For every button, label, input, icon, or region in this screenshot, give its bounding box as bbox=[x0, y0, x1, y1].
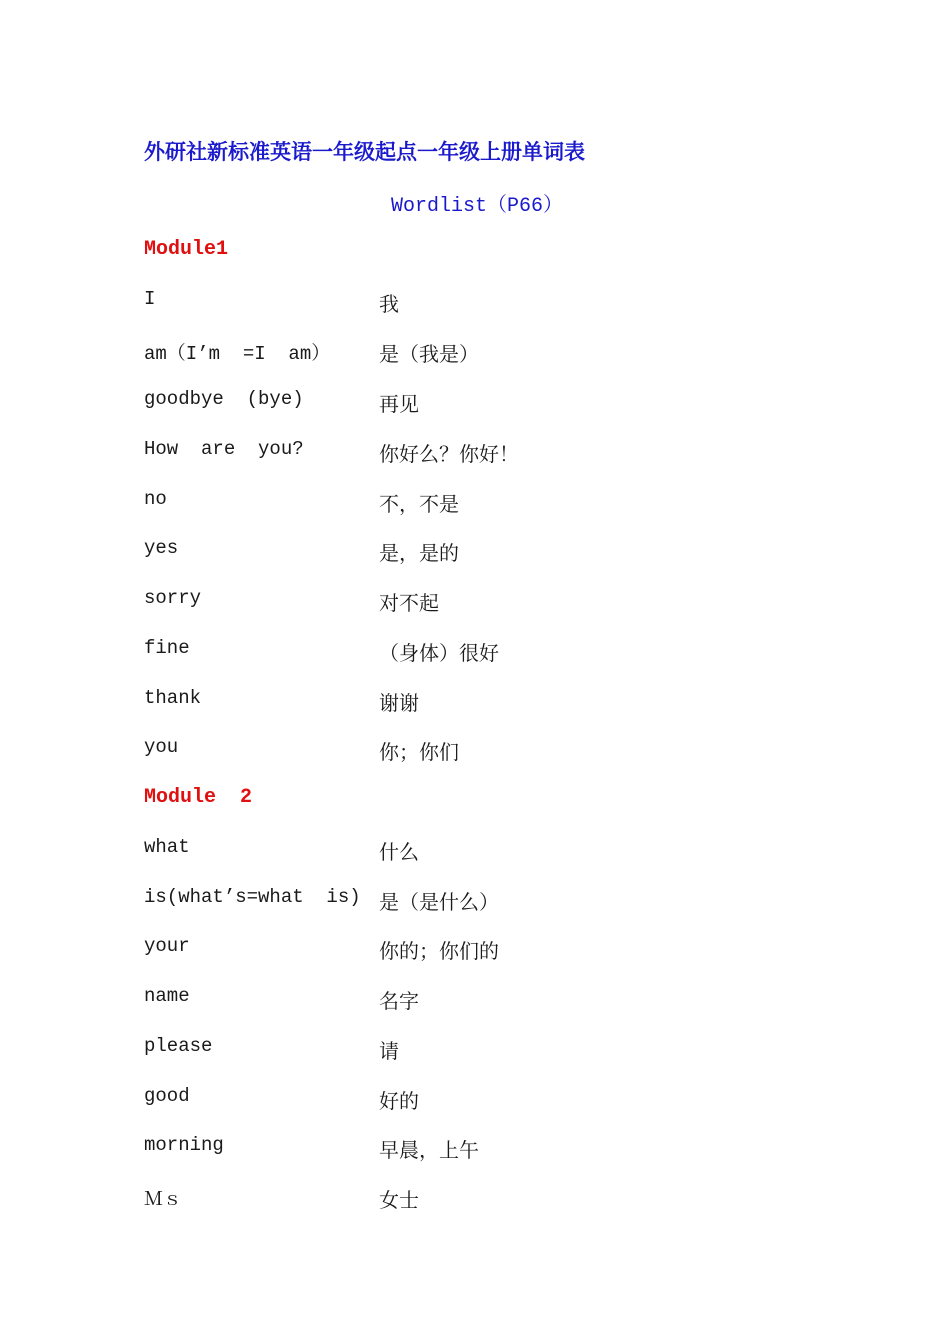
word-chinese: 对不起 bbox=[379, 591, 439, 615]
word-chinese: （身体）很好 bbox=[379, 641, 499, 665]
word-row bbox=[144, 488, 844, 518]
word-chinese: 你好么？你好！ bbox=[379, 442, 519, 466]
word-row bbox=[144, 985, 844, 1015]
word-chinese: 不，不是 bbox=[379, 492, 459, 516]
word-chinese: 是，是的 bbox=[379, 541, 459, 565]
word-english: thank bbox=[144, 687, 202, 709]
word-chinese: 再见 bbox=[379, 392, 419, 416]
word-chinese: 早晨，上午 bbox=[379, 1138, 479, 1162]
word-row bbox=[144, 288, 844, 318]
word-chinese: 谢谢 bbox=[379, 691, 419, 715]
word-english: your bbox=[144, 935, 190, 957]
word-english: I bbox=[144, 288, 156, 310]
word-english: you bbox=[144, 736, 179, 758]
word-row bbox=[144, 1085, 844, 1115]
word-chinese: 名字 bbox=[379, 989, 419, 1013]
word-english: am（I’m =I am） bbox=[144, 343, 331, 365]
word-english: Ｍｓ bbox=[144, 1189, 183, 1211]
word-english: yes bbox=[144, 537, 179, 559]
word-english: sorry bbox=[144, 587, 202, 609]
word-english: How are you? bbox=[144, 438, 304, 460]
word-row bbox=[144, 388, 844, 418]
word-chinese: 你的；你们的 bbox=[379, 939, 499, 963]
word-row bbox=[144, 836, 844, 866]
word-chinese: 你；你们 bbox=[379, 740, 459, 764]
word-row bbox=[144, 935, 844, 965]
word-row bbox=[144, 1134, 844, 1164]
word-row bbox=[144, 886, 844, 916]
word-chinese: 什么 bbox=[379, 840, 419, 864]
word-english: fine bbox=[144, 637, 190, 659]
word-chinese: 是（是什么） bbox=[379, 890, 499, 914]
word-english: what bbox=[144, 836, 190, 858]
word-english: good bbox=[144, 1085, 190, 1107]
word-row bbox=[144, 1184, 844, 1214]
word-row bbox=[144, 687, 844, 717]
word-chinese: 好的 bbox=[379, 1089, 419, 1113]
word-row bbox=[144, 338, 844, 368]
word-row bbox=[144, 637, 844, 667]
word-chinese: 女士 bbox=[379, 1188, 419, 1212]
word-row bbox=[144, 537, 844, 567]
document-title: 外研社新标准英语一年级起点一年级上册单词表 bbox=[144, 139, 585, 164]
word-chinese: 我 bbox=[379, 292, 399, 316]
word-english: is(what’s=what is) bbox=[144, 886, 361, 908]
word-row bbox=[144, 438, 844, 468]
word-english: morning bbox=[144, 1134, 224, 1156]
word-row bbox=[144, 587, 844, 617]
word-row bbox=[144, 1035, 844, 1065]
wordlist-subtitle: Wordlist（P66） bbox=[391, 195, 564, 218]
word-english: name bbox=[144, 985, 190, 1007]
word-chinese: 是（我是） bbox=[379, 342, 479, 366]
word-english: no bbox=[144, 488, 167, 510]
module-1-heading: Module1 bbox=[144, 238, 229, 261]
word-row bbox=[144, 736, 844, 766]
word-english: please bbox=[144, 1035, 213, 1057]
word-english: goodbye (bye) bbox=[144, 388, 304, 410]
word-chinese: 请 bbox=[379, 1039, 399, 1063]
module-2-heading: Module 2 bbox=[144, 786, 253, 809]
